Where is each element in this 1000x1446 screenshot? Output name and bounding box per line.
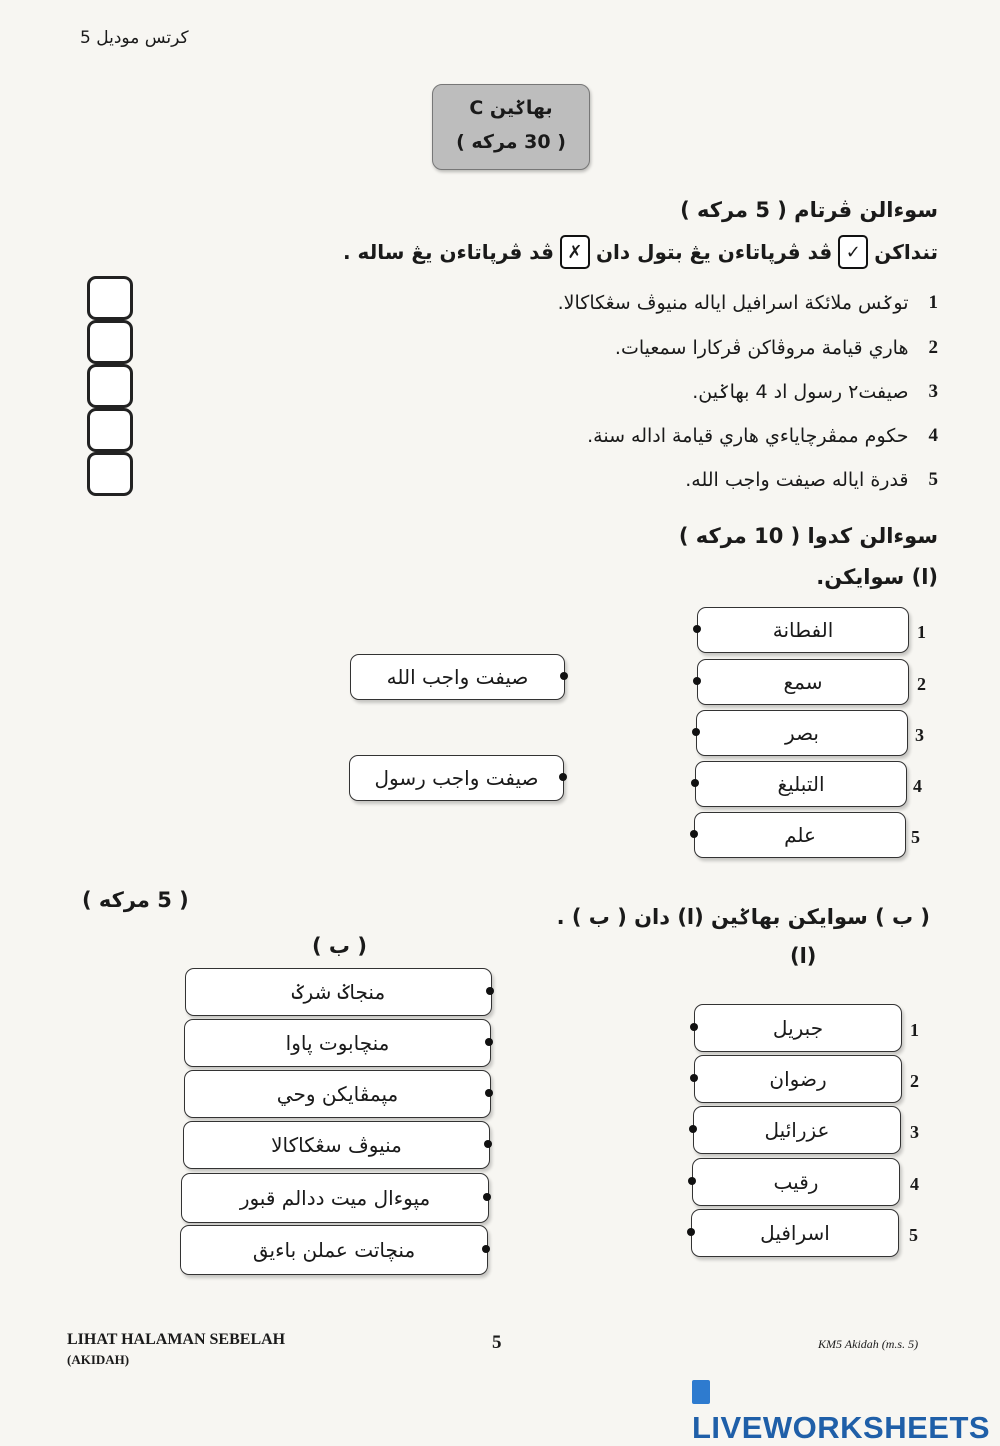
- match-item-label: اسرافيل: [760, 1221, 830, 1245]
- match-dot[interactable]: [486, 987, 494, 995]
- match-item-label: مڽمڤايکن وحي: [276, 1082, 399, 1106]
- statement-number: 5: [928, 469, 938, 490]
- match-dot[interactable]: [691, 779, 699, 787]
- statement-number: 3: [928, 381, 938, 402]
- match-a-item-5[interactable]: [694, 812, 906, 858]
- match-b-target-5[interactable]: [181, 1173, 489, 1223]
- statement-2: [615, 337, 938, 359]
- statement-4: [587, 425, 938, 447]
- match-a-number: 3: [915, 725, 924, 745]
- match-dot[interactable]: [693, 677, 701, 685]
- statement-3: [692, 381, 938, 403]
- instr-text-b: ڤد ڤرڽاتاءن يڠ بتول دان: [595, 240, 833, 264]
- match-a-number: 1: [917, 622, 926, 642]
- match-a-number: 5: [911, 827, 920, 847]
- match-b-item-5[interactable]: [691, 1209, 899, 1257]
- match-a-number: 2: [917, 674, 926, 694]
- statement-text: توݢس ملائکة اسرافيل اياله منيوڤ سڠکاکالا.: [557, 292, 909, 314]
- match-dot[interactable]: [687, 1228, 695, 1236]
- page-number: 5: [492, 1332, 502, 1353]
- match-b-target-1[interactable]: [185, 968, 492, 1016]
- part1-instructions: [343, 235, 938, 269]
- match-dot[interactable]: [690, 1023, 698, 1031]
- match-b-item-2[interactable]: [694, 1055, 902, 1103]
- match-a-item-3[interactable]: [696, 710, 908, 756]
- answer-box-2[interactable]: [87, 320, 133, 364]
- match-b-number: 1: [910, 1020, 919, 1040]
- liveworksheets-icon: [692, 1380, 710, 1404]
- match-item-label: منچاتت عملن باءيق: [252, 1238, 416, 1262]
- match-a-item-4[interactable]: [695, 761, 907, 807]
- liveworksheets-logo: [692, 1374, 1000, 1446]
- tick-example-icon: ✓: [838, 235, 868, 269]
- match-b-item-4[interactable]: [692, 1158, 900, 1206]
- match-b-number: 5: [909, 1225, 918, 1245]
- match-item-label: علم: [784, 823, 816, 847]
- match-dot[interactable]: [560, 672, 568, 680]
- match-item-label: صيفت واجب الله: [386, 665, 529, 689]
- match-dot[interactable]: [482, 1245, 490, 1253]
- statement-text: حکوم ممڤرچاياءي هاري قيامة اداله سنة.: [587, 425, 909, 447]
- match-item-label: عزرائيل: [764, 1118, 830, 1142]
- cross-example-icon: ✗: [560, 235, 590, 269]
- column-a-label: (ا): [790, 944, 817, 968]
- match-b-target-3[interactable]: [184, 1070, 491, 1118]
- match-item-label: جبريل: [772, 1016, 824, 1040]
- footer-next-page: LIHAT HALAMAN SEBELAH: [67, 1331, 286, 1348]
- match-item-label: سمع: [783, 670, 823, 694]
- section-title-box: [432, 84, 590, 170]
- statement-1: [558, 292, 938, 314]
- match-b-number: 2: [910, 1071, 919, 1091]
- part2a-instruction: (ا) سوايکن.: [816, 565, 938, 589]
- match-item-label: الفطانة: [772, 618, 834, 642]
- column-b-label: ( ب ): [312, 934, 367, 958]
- statement-text: قدرة اياله صيفت واجب الله.: [685, 469, 909, 491]
- statement-number: 4: [928, 425, 938, 446]
- answer-box-4[interactable]: [87, 408, 133, 452]
- match-dot[interactable]: [688, 1177, 696, 1185]
- match-b-number: 4: [910, 1174, 919, 1194]
- match-item-label: منجاݢ شرݢ: [291, 980, 386, 1004]
- match-dot[interactable]: [689, 1125, 697, 1133]
- part2b-marks: ( 5 مرکه ): [82, 888, 189, 912]
- match-dot[interactable]: [485, 1089, 493, 1097]
- statement-number: 2: [928, 337, 938, 358]
- brand-name: LIVEWORKSHEETS: [692, 1410, 991, 1445]
- match-dot[interactable]: [690, 830, 698, 838]
- match-dot[interactable]: [485, 1038, 493, 1046]
- footer-left: [67, 1330, 285, 1370]
- answer-box-1[interactable]: [87, 276, 133, 320]
- match-dot[interactable]: [690, 1074, 698, 1082]
- part1-heading: سوءالن ڤرتام ( 5 مرکه ): [680, 198, 938, 222]
- match-a-number: 4: [913, 776, 922, 796]
- match-item-label: منچابوت ڽاوا: [285, 1031, 390, 1055]
- match-b-target-6[interactable]: [180, 1225, 488, 1275]
- answer-box-5[interactable]: [87, 452, 133, 496]
- footer-reference: KM5 Akidah (m.s. 5): [818, 1337, 919, 1351]
- match-item-label: صيفت واجب رسول: [374, 766, 539, 790]
- footer-subject: (AKIDAH): [67, 1352, 130, 1367]
- match-a-target-1[interactable]: [350, 654, 565, 700]
- match-dot[interactable]: [559, 773, 567, 781]
- match-b-item-3[interactable]: [693, 1106, 901, 1154]
- instr-text-a: تنداکن: [874, 240, 938, 264]
- part2b-instruction: ( ب ) سوايکن بهاݢين (ا) دان ( ب ) .: [556, 905, 930, 929]
- section-marks: ( 30 مرکه ): [456, 131, 566, 153]
- match-item-label: بصر: [785, 721, 819, 745]
- match-dot[interactable]: [484, 1140, 492, 1148]
- statement-5: [685, 469, 938, 491]
- match-b-item-1[interactable]: [694, 1004, 902, 1052]
- match-b-target-4[interactable]: [183, 1121, 490, 1169]
- match-b-target-2[interactable]: [184, 1019, 491, 1067]
- match-a-target-2[interactable]: [349, 755, 564, 801]
- match-dot[interactable]: [693, 625, 701, 633]
- module-label: كرتس موديل 5: [80, 28, 189, 48]
- statement-text: صيفت٢ رسول اد 4 بهاݢين.: [692, 381, 909, 403]
- match-item-label: رضوان: [769, 1067, 827, 1091]
- match-item-label: منيوڤ سڠکاکالا: [271, 1133, 402, 1157]
- match-item-label: رقيب: [773, 1170, 819, 1194]
- part2-heading: سوءالن کدوا ( 10 مرکه ): [678, 524, 938, 548]
- match-a-item-1[interactable]: [697, 607, 909, 653]
- instr-text-c: ڤد ڤرڽاتاءن يڠ ساله .: [343, 240, 554, 264]
- match-item-label: التبليغ: [777, 772, 825, 796]
- match-dot[interactable]: [483, 1193, 491, 1201]
- match-a-item-2[interactable]: [697, 659, 909, 705]
- match-item-label: مڽوءال ميت ددالم قبور: [239, 1186, 431, 1210]
- match-b-number: 3: [910, 1122, 919, 1142]
- statement-text: هاري قيامة مروڤاکن ڤرکارا سمعيات.: [614, 337, 909, 359]
- answer-box-3[interactable]: [87, 364, 133, 408]
- match-dot[interactable]: [692, 728, 700, 736]
- section-title: بهاݢين C: [469, 97, 553, 119]
- statement-number: 1: [928, 292, 938, 313]
